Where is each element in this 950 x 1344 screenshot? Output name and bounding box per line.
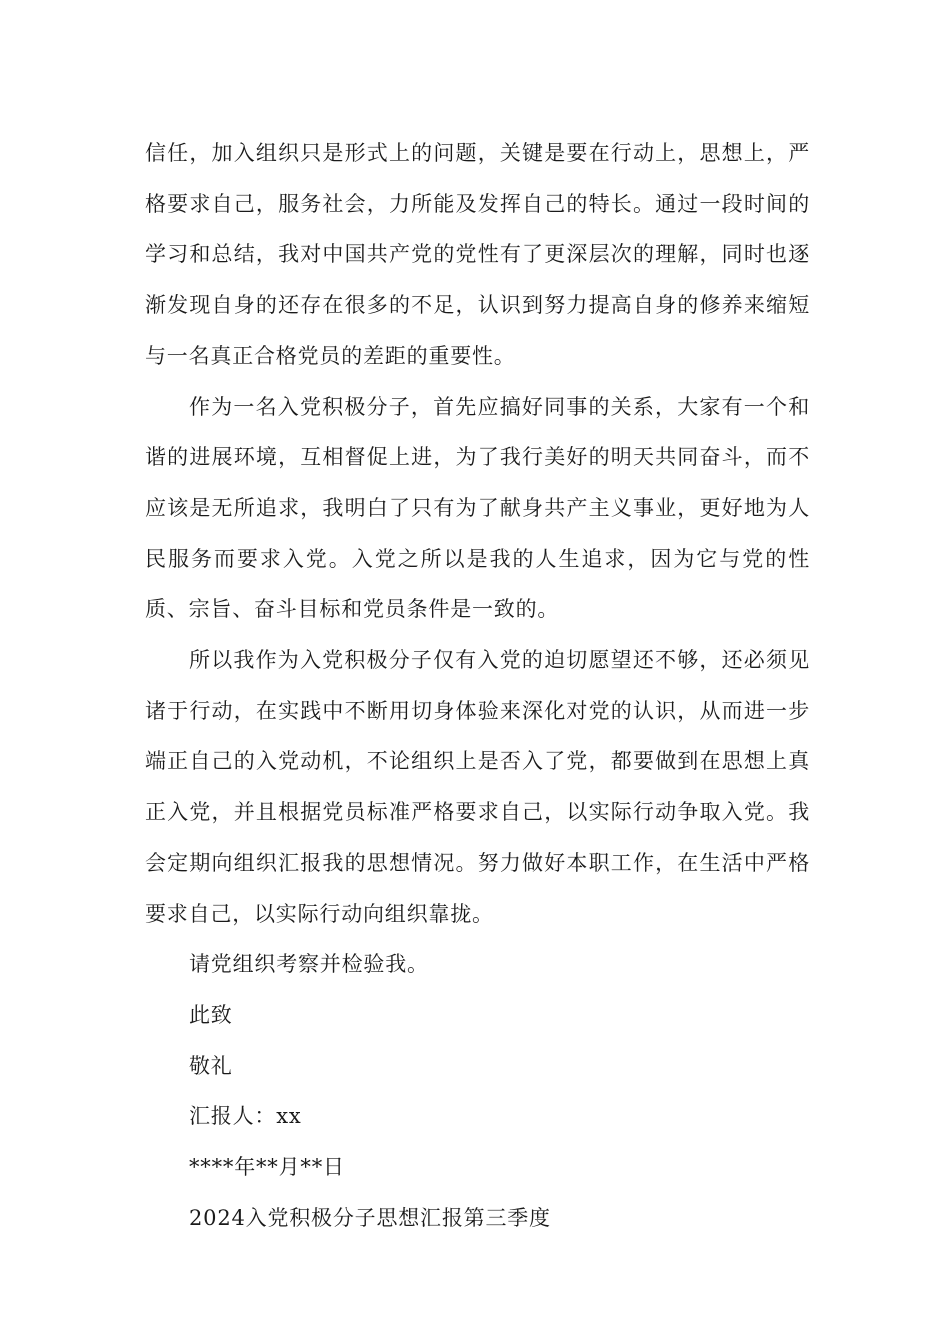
document-body — [145, 128, 810, 1243]
closing-request: 请党组织考察并检验我。 — [189, 952, 429, 977]
paragraph-action-commitment: 所以我作为入党积极分子仅有入党的迫切愿望还不够，还必须见诸于行动，在实践中不断用切身体验来深化对党的认识，从而进一步端正自己的入党动机，不论组织上是否入了党，都要做到在思想上真正入党，并且根据党员标准严格要求自己，以实际行动争取入党。我会定期向组织汇报我的思想情况。努力做好本职工作，在生活中严格要求自己，以实际行动向组织靠拢。 — [145, 648, 810, 926]
closing-respect: 敬礼 — [189, 1053, 233, 1078]
report-date: ****年**月**日 — [189, 1155, 345, 1180]
paragraph-continuation: 信任，加入组织只是形式上的问题，关键是要在行动上，思想上，严格要求自己，服务社会，力所能及发挥自己的特长。通过一段时间的学习和总结，我对中国共产党的党性有了更深层次的理解，同时也逐渐发现自身的还存在很多的不足，认识到努力提高自身的修养来缩短与一名真正合格党员的差距的重要性。 — [145, 141, 810, 368]
closing-salutation: 此致 — [189, 1002, 233, 1027]
paragraph-activist-relations: 作为一名入党积极分子，首先应搞好同事的关系，大家有一个和谐的进展环境，互相督促上进，为了我行美好的明天共同奋斗，而不应该是无所追求，我明白了只有为了献身共产主义事业，更好地为人民服务而要求入党。入党之所以是我的人生追求，因为它与党的性质、宗旨、奋斗目标和党员条件是一致的。 — [145, 394, 810, 622]
reporter-signature: 汇报人：xx — [189, 1104, 302, 1129]
next-section-title: 2024入党积极分子思想汇报第三季度 — [189, 1205, 551, 1230]
